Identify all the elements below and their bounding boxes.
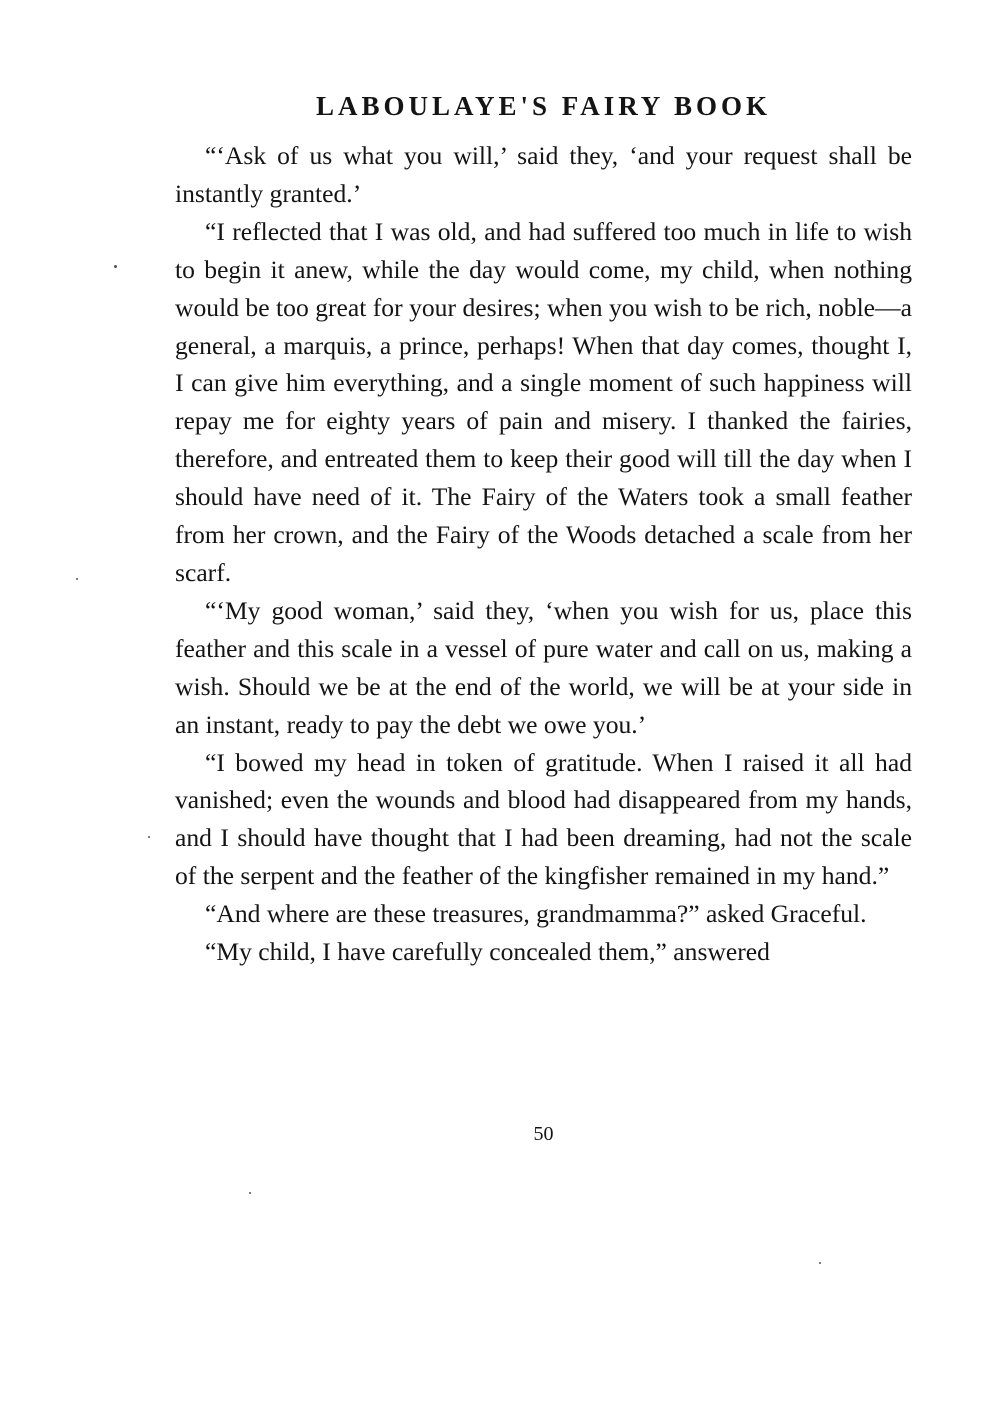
scan-speck	[819, 1262, 821, 1264]
page-number: 50	[533, 1123, 554, 1145]
scan-speck	[76, 578, 78, 580]
paragraph: “My child, I have carefully concealed them,” answered	[205, 937, 770, 967]
scan-speck	[249, 1192, 251, 1194]
paragraph: “I bowed my head in token of gratitude. When I raised it all had vanished; even the wounds and blood had disappeared from my hands, and I should have thought that I had been dreaming, had not the scale of the serpent and the feather of the kingfisher remained in my hand.”	[175, 747, 912, 891]
scan-speck	[114, 265, 117, 268]
paragraph: “‘Ask of us what you will,’ said they, ‘and your request shall be instantly granted.’	[175, 141, 912, 208]
body-text	[175, 137, 912, 971]
scan-speck	[148, 836, 150, 838]
paragraph: “‘My good woman,’ said they, ‘when you wish for us, place this feather and this scale in a vessel of pure water and call on us, making a wish. Should we be at the end of the world, we will be at your side in an instant, ready to pay the debt we owe you.’	[175, 595, 912, 739]
paragraph: “I reflected that I was old, and had suffered too much in life to wish to begin it anew, while the day would come, my child, when nothing would be too great for your desires; when you wish to be rich, noble—a general, a marquis, a prince, perhaps! When that day comes, thought I, I can give him everything, and a single moment of such happiness will repay me for eighty years of pain and misery. I thanked the fairies, therefore, and entreated them to keep their good will till the day when I should have need of it. The Fairy of the Waters took a small feather from her crown, and the Fairy of the Woods detached a scale from her scarf.	[175, 216, 912, 587]
running-head: LABOULAYE'S FAIRY BOOK	[315, 91, 772, 121]
paragraph: “And where are these treasures, grandmamma?” asked Graceful.	[205, 899, 867, 929]
